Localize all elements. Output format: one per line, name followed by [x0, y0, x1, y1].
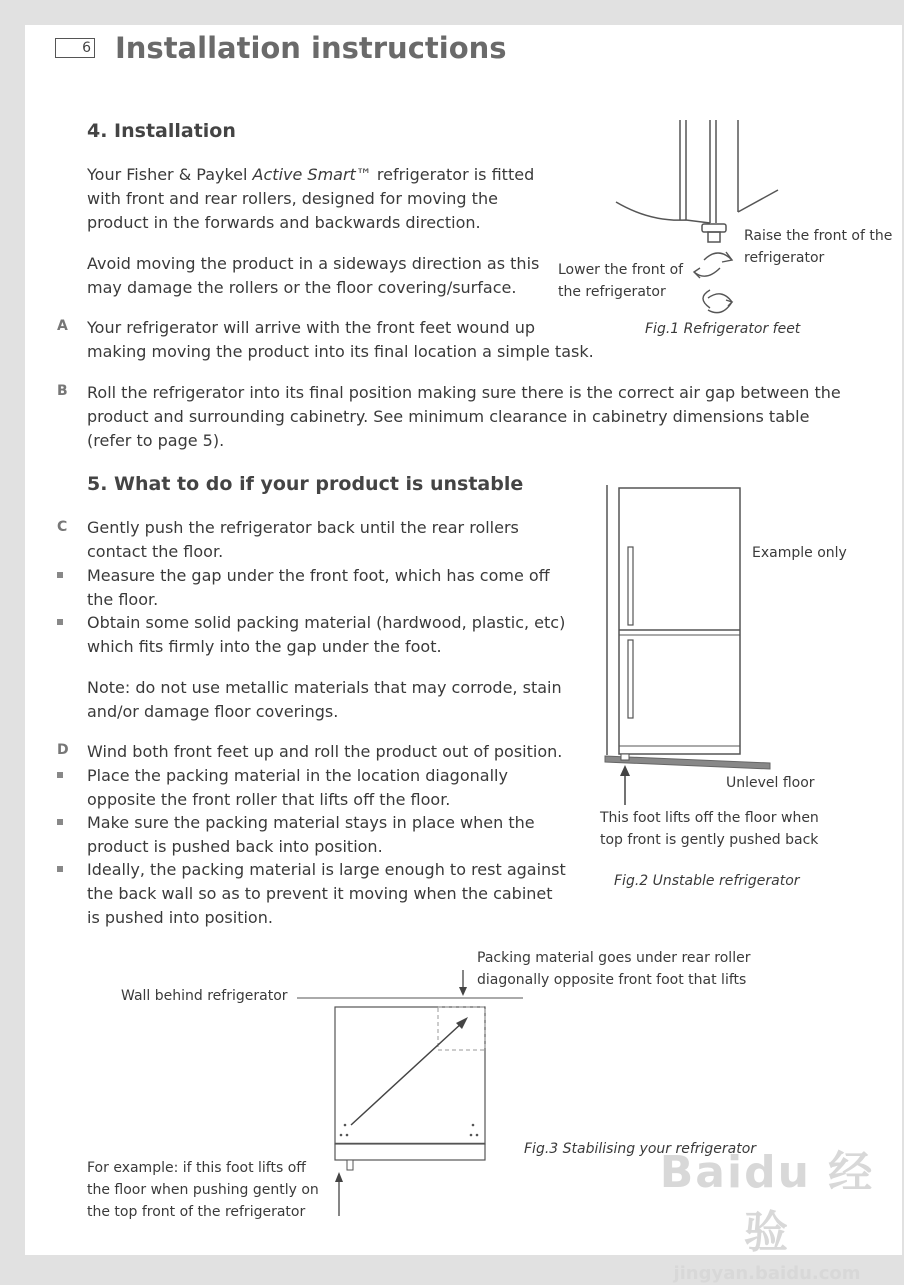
fig2-foot-lift-label: This foot lifts off the floor when top front is gently pushed back [600, 810, 819, 848]
page-title: Installation instructions [115, 31, 507, 65]
intro-text-start: Your Fisher & Paykel [87, 165, 253, 184]
step-b-text: Roll the refrigerator into its final position making sure there is the correct air gap between the product and surrounding cabinetry. See minimum clearance in cabinetry dimensions table (refer to page 5). [87, 383, 841, 450]
bullet-3-text: Place the packing material in the location diagonally opposite the front roller that lifts off the floor. [87, 766, 508, 809]
step-a-marker: A [57, 318, 68, 334]
intro-text-end: refrigerator is fitted with front and rear rollers, designed for moving the product in the forwards and backwards direction. [87, 165, 535, 232]
baidu-watermark [637, 1143, 897, 1284]
fig2-example-label: Example only [752, 545, 847, 561]
fig3-foot-example-label: For example: if this foot lifts off the floor when pushing gently on the top front of the refrigerator [87, 1160, 319, 1220]
bullet-2-text: Obtain some solid packing material (hardwood, plastic, etc) which fits firmly into the gap under the foot. [87, 613, 566, 656]
section-4-heading: 4. Installation [87, 120, 236, 142]
fig2-unlevel-floor-label: Unlevel floor [726, 775, 815, 791]
fig1-lower-label: Lower the front of the refrigerator [558, 262, 684, 300]
fig2-unstable-refrigerator-drawing [595, 480, 775, 815]
watermark-url: jingyan.baidu.com [673, 1263, 861, 1284]
bullet-2-marker [57, 619, 63, 625]
bullet-1-text: Measure the gap under the front foot, which has come off the floor. [87, 566, 550, 609]
intro-brand-name: Active Smart™ [252, 165, 372, 184]
bullet-4-marker [57, 819, 63, 825]
manual-page [25, 25, 902, 1284]
bullet-3-marker [57, 772, 63, 778]
step-d-marker: D [57, 742, 69, 758]
fig3-packing-label: Packing material goes under rear roller diagonally opposite front foot that lifts [477, 950, 751, 988]
step-d-text: Wind both front feet up and roll the product out of position. [87, 742, 563, 761]
watermark-logo: Baidu 经验 [659, 1147, 875, 1258]
bullet-5-marker [57, 866, 63, 872]
packing-note: Note: do not use metallic materials that may corrode, stain and/or damage floor coverings. [87, 678, 562, 721]
step-c-text: Gently push the refrigerator back until the rear rollers contact the floor. [87, 518, 519, 561]
fig1-raise-label: Raise the front of the refrigerator [744, 228, 893, 266]
fig2-caption: Fig.2 Unstable refrigerator [614, 873, 800, 889]
fig3-wall-label: Wall behind refrigerator [121, 988, 288, 1004]
step-a-text: Your refrigerator will arrive with the front feet wound up making moving the product into its final location a simple task. [87, 318, 594, 361]
fig3-caption: Fig.3 Stabilising your refrigerator [524, 1141, 757, 1157]
step-c-marker: C [57, 519, 68, 535]
section-4-intro [87, 163, 537, 235]
bullet-1-marker [57, 572, 63, 578]
step-b-marker: B [57, 383, 68, 399]
page-number: 6 [55, 38, 95, 58]
bullet-5-text: Ideally, the packing material is large enough to rest against the back wall so as to prevent it moving when the cabinet is pushed into position. [87, 860, 566, 927]
sideways-warning: Avoid moving the product in a sideways direction as this may damage the rollers or the floor covering/surface. [87, 254, 540, 297]
section-5-heading: 5. What to do if your product is unstable [87, 473, 524, 495]
fig1-caption: Fig.1 Refrigerator feet [645, 321, 801, 337]
bullet-4-text: Make sure the packing material stays in place when the product is pushed back into position. [87, 813, 535, 856]
